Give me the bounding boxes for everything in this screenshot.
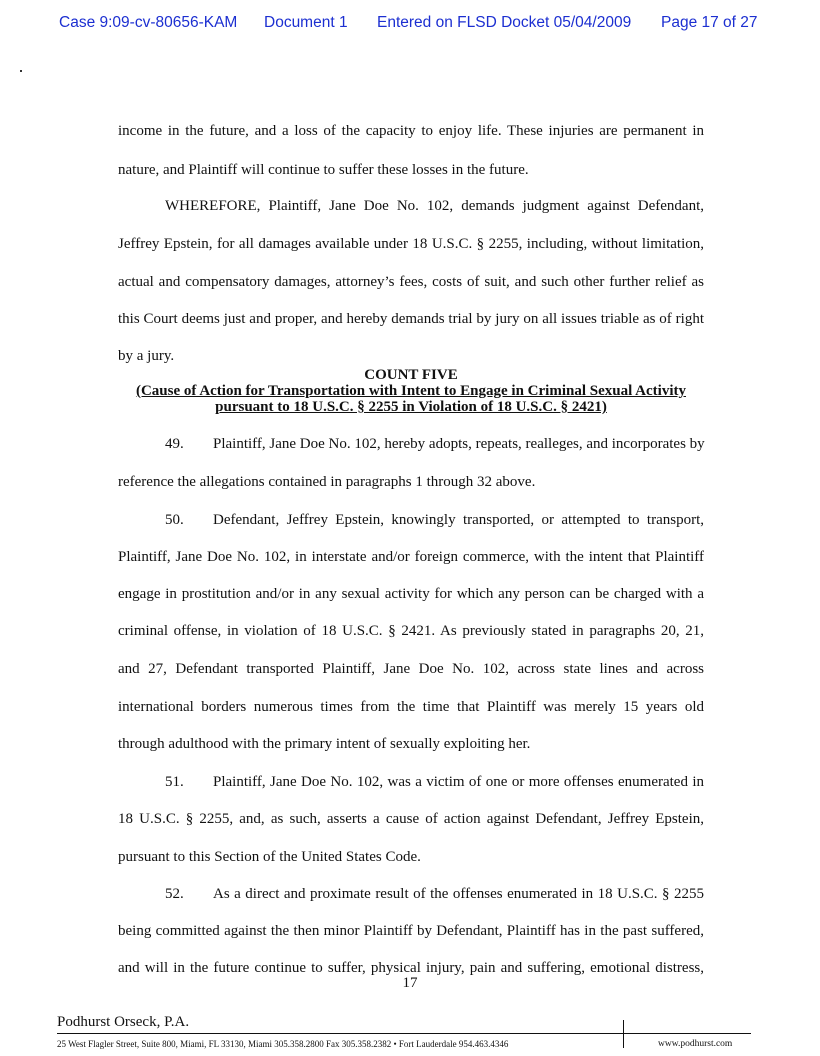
body-line: actual and compensatory damages, attorney’s fees, costs of suit, and such other further relief as (118, 274, 704, 290)
body-line: and will in the future continue to suffer, physical injury, pain and suffering, emotional distress, (118, 960, 704, 976)
document-number: Document 1 (264, 14, 348, 31)
paragraph-number: 51. (165, 774, 184, 790)
paragraph-text: Defendant, Jeffrey Epstein, knowingly transported, or attempted to transport, (213, 512, 704, 528)
body-line: through adulthood with the primary intent of sexually exploiting her. (118, 736, 531, 752)
paragraph-number: 52. (165, 886, 184, 902)
body-line: nature, and Plaintiff will continue to suffer these losses in the future. (118, 162, 529, 178)
body-line: this Court deems just and proper, and hereby demands trial by jury on all issues triable as of right (118, 311, 704, 327)
body-line: international borders numerous times from the time that Plaintiff was merely 15 years old (118, 699, 704, 715)
body-line: pursuant to this Section of the United States Code. (118, 849, 421, 865)
body-line: criminal offense, in violation of 18 U.S.C. § 2421. As previously stated in paragraphs 20, 21, (118, 623, 704, 639)
body-line: income in the future, and a loss of the capacity to enjoy life. These injuries are permanent in (118, 123, 704, 139)
paragraph-text: As a direct and proximate result of the offenses enumerated in 18 U.S.C. § 2255 (213, 886, 704, 902)
paragraph-number: 50. (165, 512, 184, 528)
paragraph-text: Plaintiff, Jane Doe No. 102, hereby adopts, repeats, realleges, and incorporates by (213, 436, 705, 452)
paragraph-49 (165, 437, 704, 452)
paragraph-text: Plaintiff, Jane Doe No. 102, was a victim of one or more offenses enumerated in (213, 774, 704, 790)
paragraph-50 (165, 513, 704, 528)
footer-divider (57, 1033, 751, 1034)
body-line: and 27, Defendant transported Plaintiff, Jane Doe No. 102, across state lines and across (118, 661, 704, 677)
body-line: Jeffrey Epstein, for all damages available under 18 U.S.C. § 2255, including, without limitation, (118, 236, 704, 252)
paragraph-51 (165, 775, 704, 790)
paragraph-52 (165, 887, 704, 902)
page-number: 17 (402, 975, 418, 991)
body-line: reference the allegations contained in paragraphs 1 through 32 above. (118, 474, 536, 490)
body-line: Plaintiff, Jane Doe No. 102, in interstate and/or foreign commerce, with the intent that Plaintiff (118, 549, 704, 565)
docket-header (0, 14, 820, 38)
body-line: 18 U.S.C. § 2255, and, as such, asserts a cause of action against Defendant, Jeffrey Epstein, (118, 811, 704, 827)
paragraph-number: 49. (165, 436, 184, 452)
case-number: Case 9:09-cv-80656-KAM (59, 14, 238, 31)
body-line: WHEREFORE, Plaintiff, Jane Doe No. 102, demands judgment against Defendant, (165, 198, 704, 214)
body-line: by a jury. (118, 348, 175, 364)
count-subtitle: (Cause of Action for Transportation with Intent to Engage in Criminal Sexual Activity (135, 383, 686, 399)
count-subtitle: pursuant to 18 U.S.C. § 2255 in Violation of 18 U.S.C. § 2421) (215, 399, 607, 415)
page-of-total: Page 17 of 27 (661, 14, 758, 31)
body-line: being committed against the then minor Plaintiff by Defendant, Plaintiff has in the past suffered, (118, 923, 704, 939)
count-title: COUNT FIVE (364, 367, 458, 383)
docket-entry-date: Entered on FLSD Docket 05/04/2009 (377, 14, 632, 31)
footer-divider-tick (623, 1020, 624, 1048)
body-line: engage in prostitution and/or in any sexual activity for which any person can be charged with a (118, 586, 704, 602)
firm-website: www.podhurst.com (658, 1039, 733, 1049)
scan-speck (20, 70, 22, 72)
firm-address: 25 West Flagler Street, Suite 800, Miami, FL 33130, Miami 305.358.2800 Fax 305.358.2382 • Fort Lauderdale 954.463.4346 (57, 1039, 509, 1049)
firm-name: Podhurst Orseck, P.A. (57, 1014, 190, 1030)
